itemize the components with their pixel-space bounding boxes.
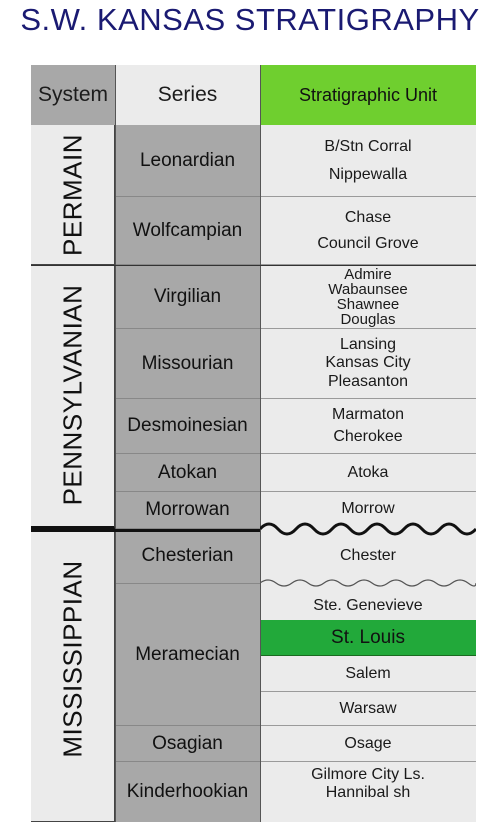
header-stratigraphic-unit: Stratigraphic Unit bbox=[260, 65, 476, 125]
unit-osagian bbox=[260, 726, 476, 762]
unit-line: Pleasanton bbox=[327, 372, 409, 390]
series-kinderhookian: Kinderhookian bbox=[115, 762, 260, 822]
unit-kinderhookian bbox=[260, 762, 476, 822]
series-missourian: Missourian bbox=[115, 329, 260, 399]
system-permian bbox=[31, 125, 115, 265]
system-pennsylvanian bbox=[31, 265, 115, 529]
unit-line: Warsaw bbox=[339, 699, 397, 717]
unconformity-wavy-line-minor bbox=[260, 575, 476, 591]
unit-line: Kansas City bbox=[325, 354, 411, 372]
unit-line: Salem bbox=[345, 664, 391, 682]
series-atokan: Atokan bbox=[115, 454, 260, 492]
unit-st-louis: St. Louis bbox=[260, 620, 476, 656]
system-label-pennsylvanian: PENNSYLVANIAN bbox=[57, 284, 88, 506]
unit-line: Hannibal sh bbox=[325, 784, 411, 802]
unit-line: B/Stn Corral bbox=[324, 137, 412, 155]
unit-line: Wabaunsee bbox=[328, 280, 408, 298]
unit-line: Council Grove bbox=[317, 234, 419, 252]
series-desmoinesian: Desmoinesian bbox=[115, 399, 260, 454]
unit-salem bbox=[260, 656, 476, 692]
column-divider bbox=[260, 65, 261, 822]
series-wolfcampian: Wolfcampian bbox=[115, 197, 260, 265]
unit-line: Chase bbox=[344, 208, 392, 226]
header-series: Series bbox=[115, 65, 260, 125]
unit-virgilian bbox=[260, 265, 476, 329]
unit-line: Osage bbox=[344, 734, 392, 752]
page-title: S.W. KANSAS STRATIGRAPHY bbox=[20, 2, 480, 37]
unit-line: Douglas bbox=[340, 310, 396, 328]
system-label-mississippian: MISSISSIPPIAN bbox=[57, 560, 88, 758]
column-divider bbox=[115, 65, 116, 822]
system-boundary-line bbox=[31, 265, 476, 266]
unit-line: Shawnee bbox=[336, 295, 400, 313]
unit-line: Morrow bbox=[341, 500, 395, 517]
series-morrowan: Morrowan bbox=[115, 492, 260, 529]
unit-warsaw bbox=[260, 692, 476, 726]
unit-line: Nippewalla bbox=[328, 165, 408, 183]
unit-permian-wolfcampian bbox=[260, 197, 476, 265]
series-osagian: Osagian bbox=[115, 726, 260, 762]
unit-line: Gilmore City Ls. bbox=[311, 766, 425, 783]
system-label-permian: PERMAIN bbox=[57, 134, 88, 256]
unit-line: Atoka bbox=[347, 463, 389, 481]
series-virgilian: Virgilian bbox=[115, 265, 260, 329]
unit-permian-leonardian bbox=[260, 125, 476, 197]
unit-line: Admire bbox=[344, 265, 392, 283]
unit-desmoinesian bbox=[260, 399, 476, 454]
system-mississippian bbox=[31, 529, 115, 822]
series-leonardian: Leonardian bbox=[115, 125, 260, 197]
unconformity-wavy-line-major bbox=[260, 519, 476, 539]
unit-line: Chester bbox=[339, 547, 397, 564]
unit-atokan bbox=[260, 454, 476, 492]
unit-missourian bbox=[260, 329, 476, 399]
header-system: System bbox=[31, 65, 115, 125]
stratigraphy-chart bbox=[31, 65, 476, 822]
unit-line: Marmaton bbox=[331, 406, 405, 424]
unconformity-base-line bbox=[31, 529, 260, 532]
unit-line: Ste. Genevieve bbox=[313, 597, 423, 615]
series-chesterian: Chesterian bbox=[115, 529, 260, 584]
unit-line: Lansing bbox=[339, 335, 397, 353]
series-meramecian: Meramecian bbox=[115, 584, 260, 726]
unit-line: Cherokee bbox=[333, 428, 403, 445]
